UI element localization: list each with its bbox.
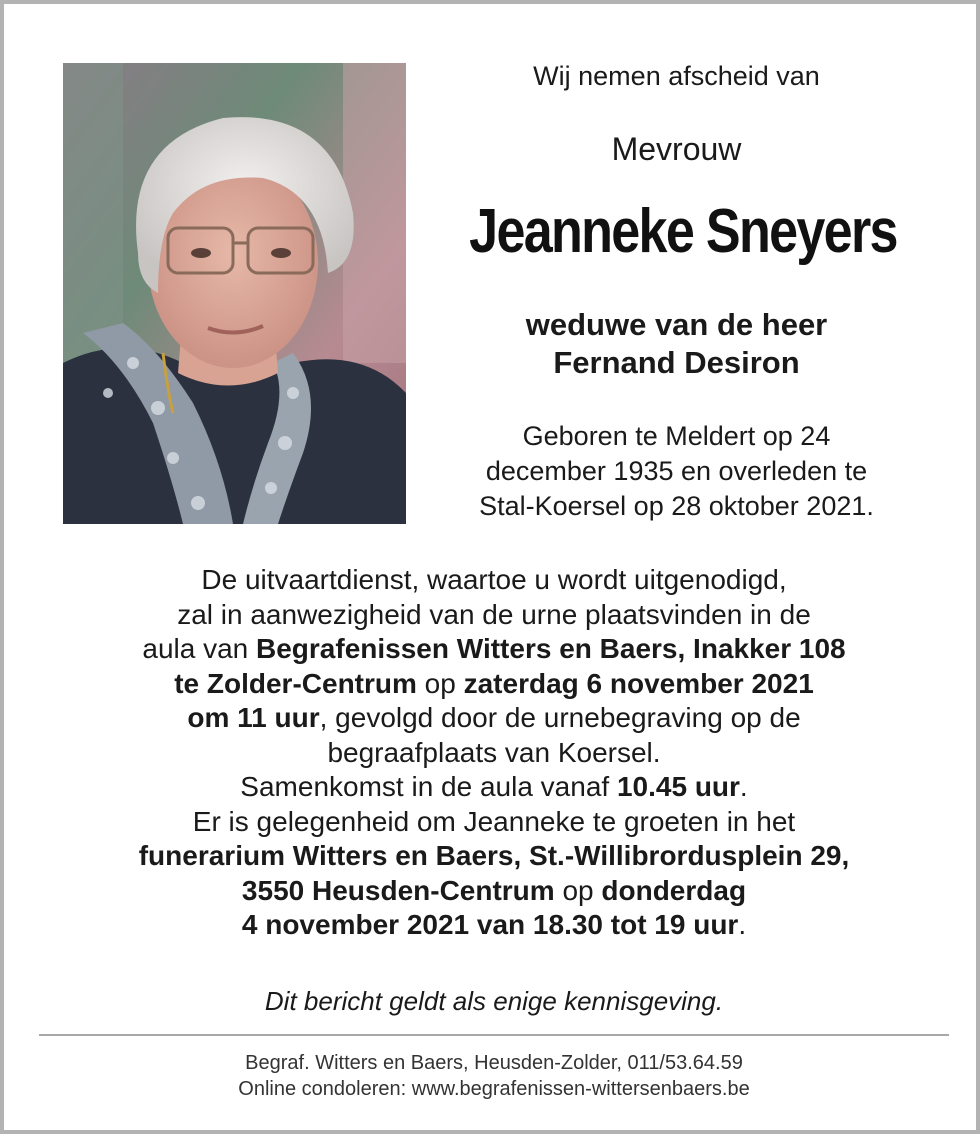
footer-contact: Begraf. Witters en Baers, Heusden-Zolder, 011/53.64.59: [245, 1052, 743, 1074]
text-span: .: [739, 771, 748, 802]
footer: [34, 1050, 954, 1102]
venue-address: Begrafenissen Witters en Baers, Inakker 108: [256, 633, 846, 664]
venue-town: te Zolder-Centrum: [174, 667, 417, 699]
birth-line-2: december 1935 en overleden te: [485, 456, 868, 486]
funerarium-town: 3550 Heusden-Centrum: [241, 874, 555, 906]
notice-statement: Dit bericht geldt als enige kennisgeving.: [264, 986, 724, 1016]
service-time: om 11 uur: [187, 702, 320, 733]
footer-website[interactable]: Online condoleren: www.begrafenissen-wittersenbaers.be: [238, 1078, 750, 1100]
deceased-name: Jeanneke Sneyers: [469, 197, 897, 266]
portrait-photo: [63, 63, 406, 524]
text-span: , gevolgd door de urnebegraving op de: [319, 702, 801, 733]
widow-line-2: Fernand Desiron: [553, 345, 800, 380]
service-line: [34, 770, 954, 805]
service-line: [34, 839, 954, 874]
funerarium-address: funerarium Witters en Baers, St.-Willibrordusplein 29,: [138, 840, 850, 871]
visit-date-time: 4 november 2021 van 18.30 tot 19 uur: [241, 909, 739, 940]
service-line: De uitvaartdienst, waartoe u wordt uitgenodigd,: [201, 564, 787, 595]
service-details: [34, 563, 954, 943]
service-line: [34, 667, 954, 702]
honorific: Mevrouw: [611, 131, 742, 167]
text-span: op: [554, 874, 602, 906]
text-span: .: [738, 909, 747, 940]
birth-line-3: Stal-Koersel op 28 oktober 2021.: [479, 491, 874, 521]
text-span: op: [416, 667, 464, 699]
service-line: begraafplaats van Koersel.: [327, 736, 661, 768]
service-line: [34, 701, 954, 736]
service-date: zaterdag 6 november 2021: [463, 667, 814, 699]
birth-line-1: Geboren te Meldert op 24: [522, 421, 831, 451]
intro-text: Wij nemen afscheid van: [533, 61, 820, 91]
portrait-image: [63, 63, 406, 524]
service-line: zal in aanwezigheid van de urne plaatsvinden in de: [177, 598, 811, 630]
widow-line-1: weduwe van de heer: [525, 307, 828, 342]
text-span: aula van: [142, 633, 257, 664]
service-line: [34, 874, 954, 909]
divider: [39, 1034, 949, 1036]
visit-day: donderdag: [601, 874, 747, 906]
widow-of: [424, 306, 929, 382]
birth-death-info: [424, 419, 929, 524]
text-span: Samenkomst in de aula vanaf: [240, 771, 617, 802]
service-line: Er is gelegenheid om Jeanneke te groeten in het: [192, 805, 796, 837]
service-line: [34, 632, 954, 667]
service-line: [34, 908, 954, 943]
gathering-time: 10.45 uur: [616, 771, 740, 802]
